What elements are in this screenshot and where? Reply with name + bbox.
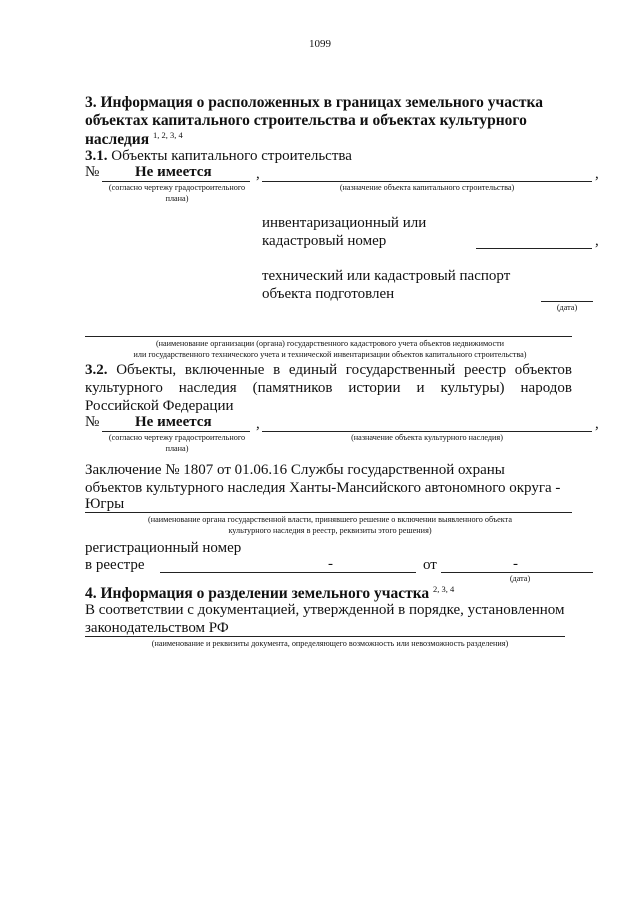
section31-title <box>85 148 352 165</box>
section32-comma-2: , <box>595 416 599 432</box>
section4-caption-document: (наименование и реквизиты документа, определяющего возможность или невозможность разделения) <box>151 639 509 648</box>
section4-text-line1: В соответствии с документацией, утвержденной в порядке, установленном <box>85 602 565 618</box>
inventory-number-line <box>476 248 592 249</box>
section3-heading-line2: объектах капитального строительства и объектах культурного <box>85 112 527 129</box>
section32-caption-drawing: (согласно чертежу градостроительного плана) <box>108 433 246 453</box>
registration-org-caption-line2: или государственного технического учета и технической инвентаризации объектов капитального строительства) <box>133 350 527 359</box>
section3-heading-line1: 3. Информация о расположенных в границах земельного участка <box>85 94 543 111</box>
section32-title-line1 <box>85 362 572 379</box>
section31-comma-1: , <box>256 166 260 182</box>
inventory-label-line1: инвентаризационный или <box>262 215 427 231</box>
registry-label-line2: в реестре <box>85 557 145 573</box>
registration-org-caption-line1: (наименование организации (органа) государственного кадастрового учета объектов недвижимости <box>155 339 505 348</box>
inventory-comma: , <box>595 233 599 249</box>
section32-comma-1: , <box>256 416 260 432</box>
section32-caption-purpose: (назначение объекта культурного наследия) <box>351 433 503 442</box>
section3-heading-footnotes: 1, 2, 3, 4 <box>152 130 183 140</box>
registry-number-value: - <box>328 556 333 572</box>
section4-heading-footnotes: 2, 3, 4 <box>433 584 455 594</box>
registration-org-caption <box>60 338 600 360</box>
section31-comma-2: , <box>595 166 599 182</box>
conclusion-line2: объектов культурного наследия Ханты-Мансийского автономного округа - <box>85 480 561 496</box>
conclusion-line1: Заключение № 1807 от 01.06.16 Службы государственной охраны <box>85 462 505 478</box>
passport-label-line2: объекта подготовлен <box>262 286 395 302</box>
registry-from-label: от <box>423 557 437 573</box>
section31-title-text: Объекты капитального строительства <box>111 148 352 164</box>
section4-heading-text: 4. Информация о разделении земельного участка <box>85 585 430 602</box>
section3-heading-text: наследия <box>85 131 150 148</box>
section32-title-line3: Российской Федерации <box>85 398 234 414</box>
section4-text-line2: законодательством РФ <box>85 620 229 636</box>
section3-heading-line3 <box>85 130 183 149</box>
section31-num-sign: № <box>85 164 100 180</box>
registry-date-value: - <box>513 556 518 572</box>
section32-value: Не имеется <box>135 414 212 430</box>
section31-caption-purpose: (назначение объекта капитального строительства) <box>339 183 515 192</box>
registry-number-line <box>160 572 416 573</box>
section4-document-line <box>85 636 565 637</box>
passport-label-line1: технический или кадастровый паспорт <box>262 268 511 284</box>
section32-title-line2: культурного наследия (памятников истории и культуры) народов <box>85 380 572 396</box>
page-number: 1099 <box>309 38 331 50</box>
authority-caption <box>60 514 600 536</box>
section32-number: 3.2. <box>85 362 108 378</box>
registration-org-line <box>85 336 572 337</box>
passport-caption-date: (дата) <box>556 303 578 312</box>
section32-title-text: Объекты, включенные в единый государственный реестр объектов <box>116 362 572 378</box>
section4-heading <box>85 584 454 603</box>
section31-caption-drawing: (согласно чертежу градостроительного плана) <box>108 183 246 203</box>
registry-caption-date: (дата) <box>509 574 531 583</box>
inventory-label-line2: кадастровый номер <box>262 233 387 249</box>
conclusion-line <box>85 512 572 513</box>
conclusion-line3: Югры <box>85 496 125 512</box>
authority-caption-line2: культурного наследия в реестр, реквизиты этого решения) <box>228 526 432 535</box>
section31-value: Не имеется <box>135 164 212 180</box>
registry-label-line1: регистрационный номер <box>85 540 242 556</box>
section32-num-sign: № <box>85 414 100 430</box>
authority-caption-line1: (наименование органа государственной власти, принявшего решение о включении выявленного объекта <box>148 515 512 524</box>
section31-number: 3.1. <box>85 148 108 164</box>
